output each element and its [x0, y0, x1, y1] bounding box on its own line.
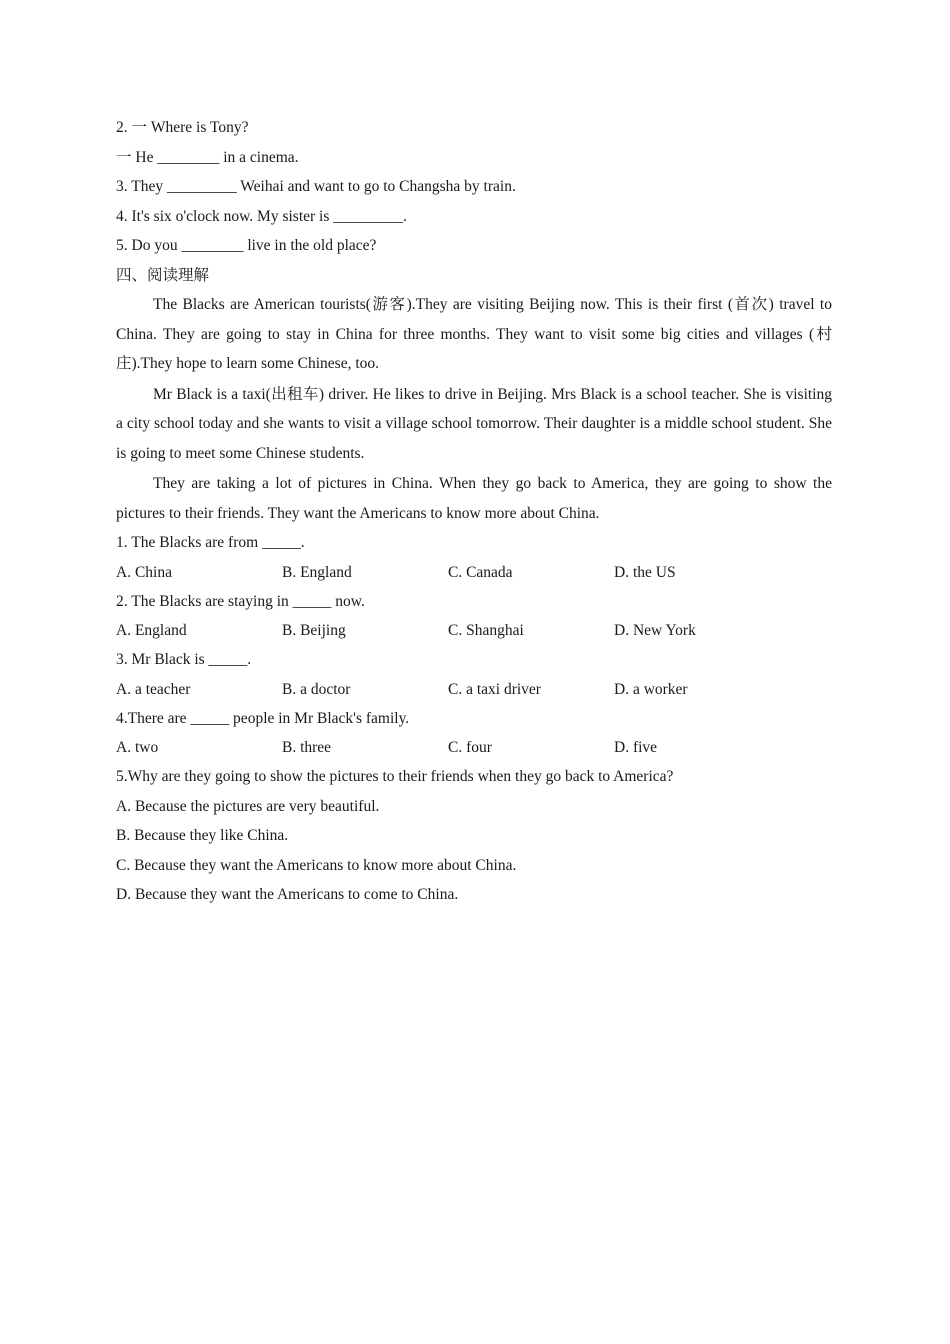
question-stem: 5.Why are they going to show the pictures to their friends when they go back to America?	[116, 768, 674, 785]
question-options	[116, 733, 836, 762]
option-d: D. Because they want the Americans to come to China.	[116, 886, 459, 903]
question-stem: 4.There are _____ people in Mr Black's family.	[116, 709, 410, 727]
fill-in-item: 3. They _________ Weihai and want to go to Changsha by train.	[116, 178, 516, 195]
option-a: A. China	[116, 563, 172, 581]
fill-in-item: 2. 一 Where is Tony?	[116, 119, 249, 136]
option-c: C. a taxi driver	[448, 680, 541, 698]
question-stem: 2. The Blacks are staying in _____ now.	[116, 592, 365, 610]
option-c: C. Canada	[448, 563, 513, 581]
option-b: B. three	[282, 739, 332, 756]
question-options	[116, 675, 836, 704]
passage-paragraph: The Blacks are American tourists(游客).They are visiting Beijing now. This is their first (首次) travel to China. They are going to stay in China for three months. They want to visit some big cities and villages (村庄).They hope to learn some Chinese, too.	[116, 296, 832, 372]
question-stem: 3. Mr Black is _____.	[116, 651, 252, 668]
option-a: A. Because the pictures are very beautiful.	[116, 797, 380, 815]
option-c: C. Shanghai	[448, 622, 524, 639]
option-c: C. four	[448, 739, 492, 756]
fill-in-item: 一 He ________ in a cinema.	[116, 148, 299, 166]
fill-in-item: 5. Do you ________ live in the old place?	[116, 237, 377, 254]
question-options	[116, 616, 836, 645]
section-heading: 四、阅读理解	[116, 266, 210, 284]
option-d: D. New York	[614, 622, 696, 639]
option-b: B. Beijing	[282, 622, 346, 639]
option-c: C. Because they want the Americans to know more about China.	[116, 856, 517, 874]
passage-paragraph: Mr Black is a taxi(出租车) driver. He likes to drive in Beijing. Mrs Black is a school teacher. She is visiting a city school today and she wants to visit a village school tomorrow. Their daughter is a middle school student. She is going to meet some Chinese students.	[116, 385, 832, 462]
option-b: B. England	[282, 563, 352, 581]
fill-in-item: 4. It's six o'clock now. My sister is _________.	[116, 207, 407, 225]
option-d: D. the US	[614, 563, 676, 581]
option-d: D. five	[614, 739, 658, 756]
passage-paragraph: They are taking a lot of pictures in China. When they go back to America, they are going to show the pictures to their friends. They want the Americans to know more about China.	[116, 475, 832, 522]
question-stem: 1. The Blacks are from _____.	[116, 534, 305, 551]
question-options	[116, 558, 836, 587]
document-page	[116, 113, 836, 910]
option-a: A. England	[116, 622, 187, 639]
option-a: A. a teacher	[116, 680, 191, 698]
option-b: B. a doctor	[282, 680, 351, 698]
option-d: D. a worker	[614, 680, 688, 698]
option-b: B. Because they like China.	[116, 827, 289, 844]
option-a: A. two	[116, 739, 159, 756]
